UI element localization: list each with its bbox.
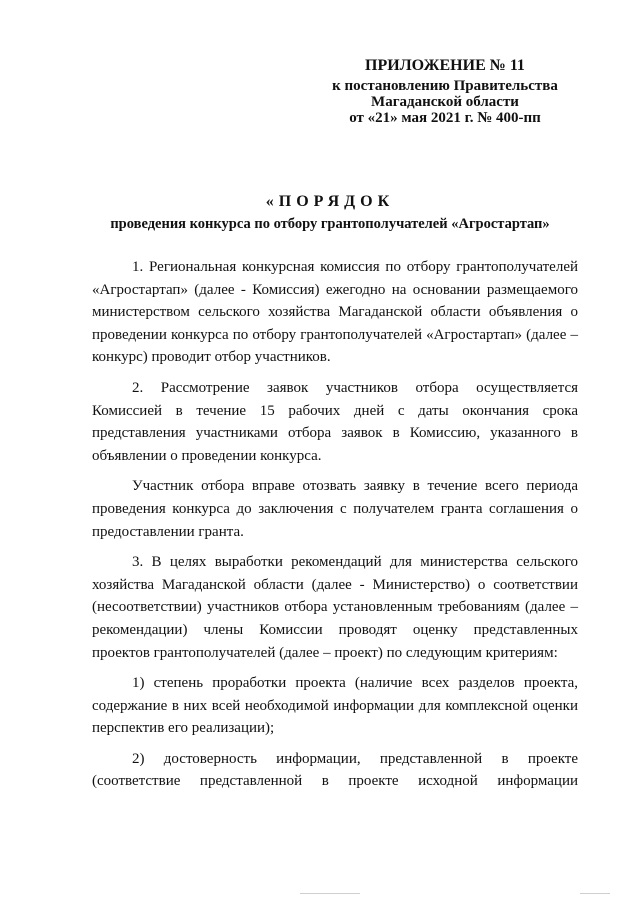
- appendix-resolution-line: к постановлению Правительства: [332, 78, 558, 94]
- document-title: [60, 192, 600, 234]
- document-body: [92, 256, 578, 801]
- paragraph-2: 2. Рассмотрение заявок участников отбора осуществляется Комиссией в течение 15 рабочих дней с даты окончания срока представления участниками отбора заявок в Комиссию, указанного в объявлении о проведении конкурса.: [92, 379, 578, 464]
- appendix-number: ПРИЛОЖЕНИЕ № 11: [365, 57, 525, 74]
- scan-artifact-line: [300, 893, 360, 894]
- appendix-region-line: Магаданской области: [371, 94, 519, 110]
- scan-artifact-line: [580, 893, 610, 894]
- title-main: «ПОРЯДОК: [265, 193, 395, 210]
- paragraph-1: 1. Региональная конкурсная комиссия по отбору грантополучателей «Агростартап» (далее - Комиссия) ежегодно на основании размещаемого министерством сельского хозяйства Магаданской области объявления о проведении конкурса по отбору грантополучателей «Агростартап» (далее – конкурс) проводит отбор участников.: [92, 259, 578, 366]
- paragraph-6: 2) достоверность информации, представленной в проекте (соответствие представленной в проекте исходной информации: [92, 750, 578, 790]
- appendix-header: [300, 58, 590, 126]
- paragraph-5: 1) степень проработки проекта (наличие всех разделов проекта, содержание в них всей необходимой информации для комплексной оценки перспектив его реализации);: [92, 675, 578, 737]
- title-subtitle: проведения конкурса по отбору грантополучателей «Агростартап»: [110, 216, 550, 232]
- paragraph-3: Участник отбора вправе отозвать заявку в течение всего периода проведения конкурса до заключения с получателем гранта соглашения о предоставлении гранта.: [92, 478, 578, 540]
- appendix-date-line: от «21» мая 2021 г. № 400-пп: [349, 110, 541, 126]
- paragraph-4: 3. В целях выработки рекомендаций для министерства сельского хозяйства Магаданской области (далее - Министерство) о соответствии (несоответствии) участников отбора установленным требованиям (далее – рекомендации) члены Комиссии проводят оценку представленных проектов грантополучателей (далее – проект) по следующим критериям:: [92, 554, 578, 661]
